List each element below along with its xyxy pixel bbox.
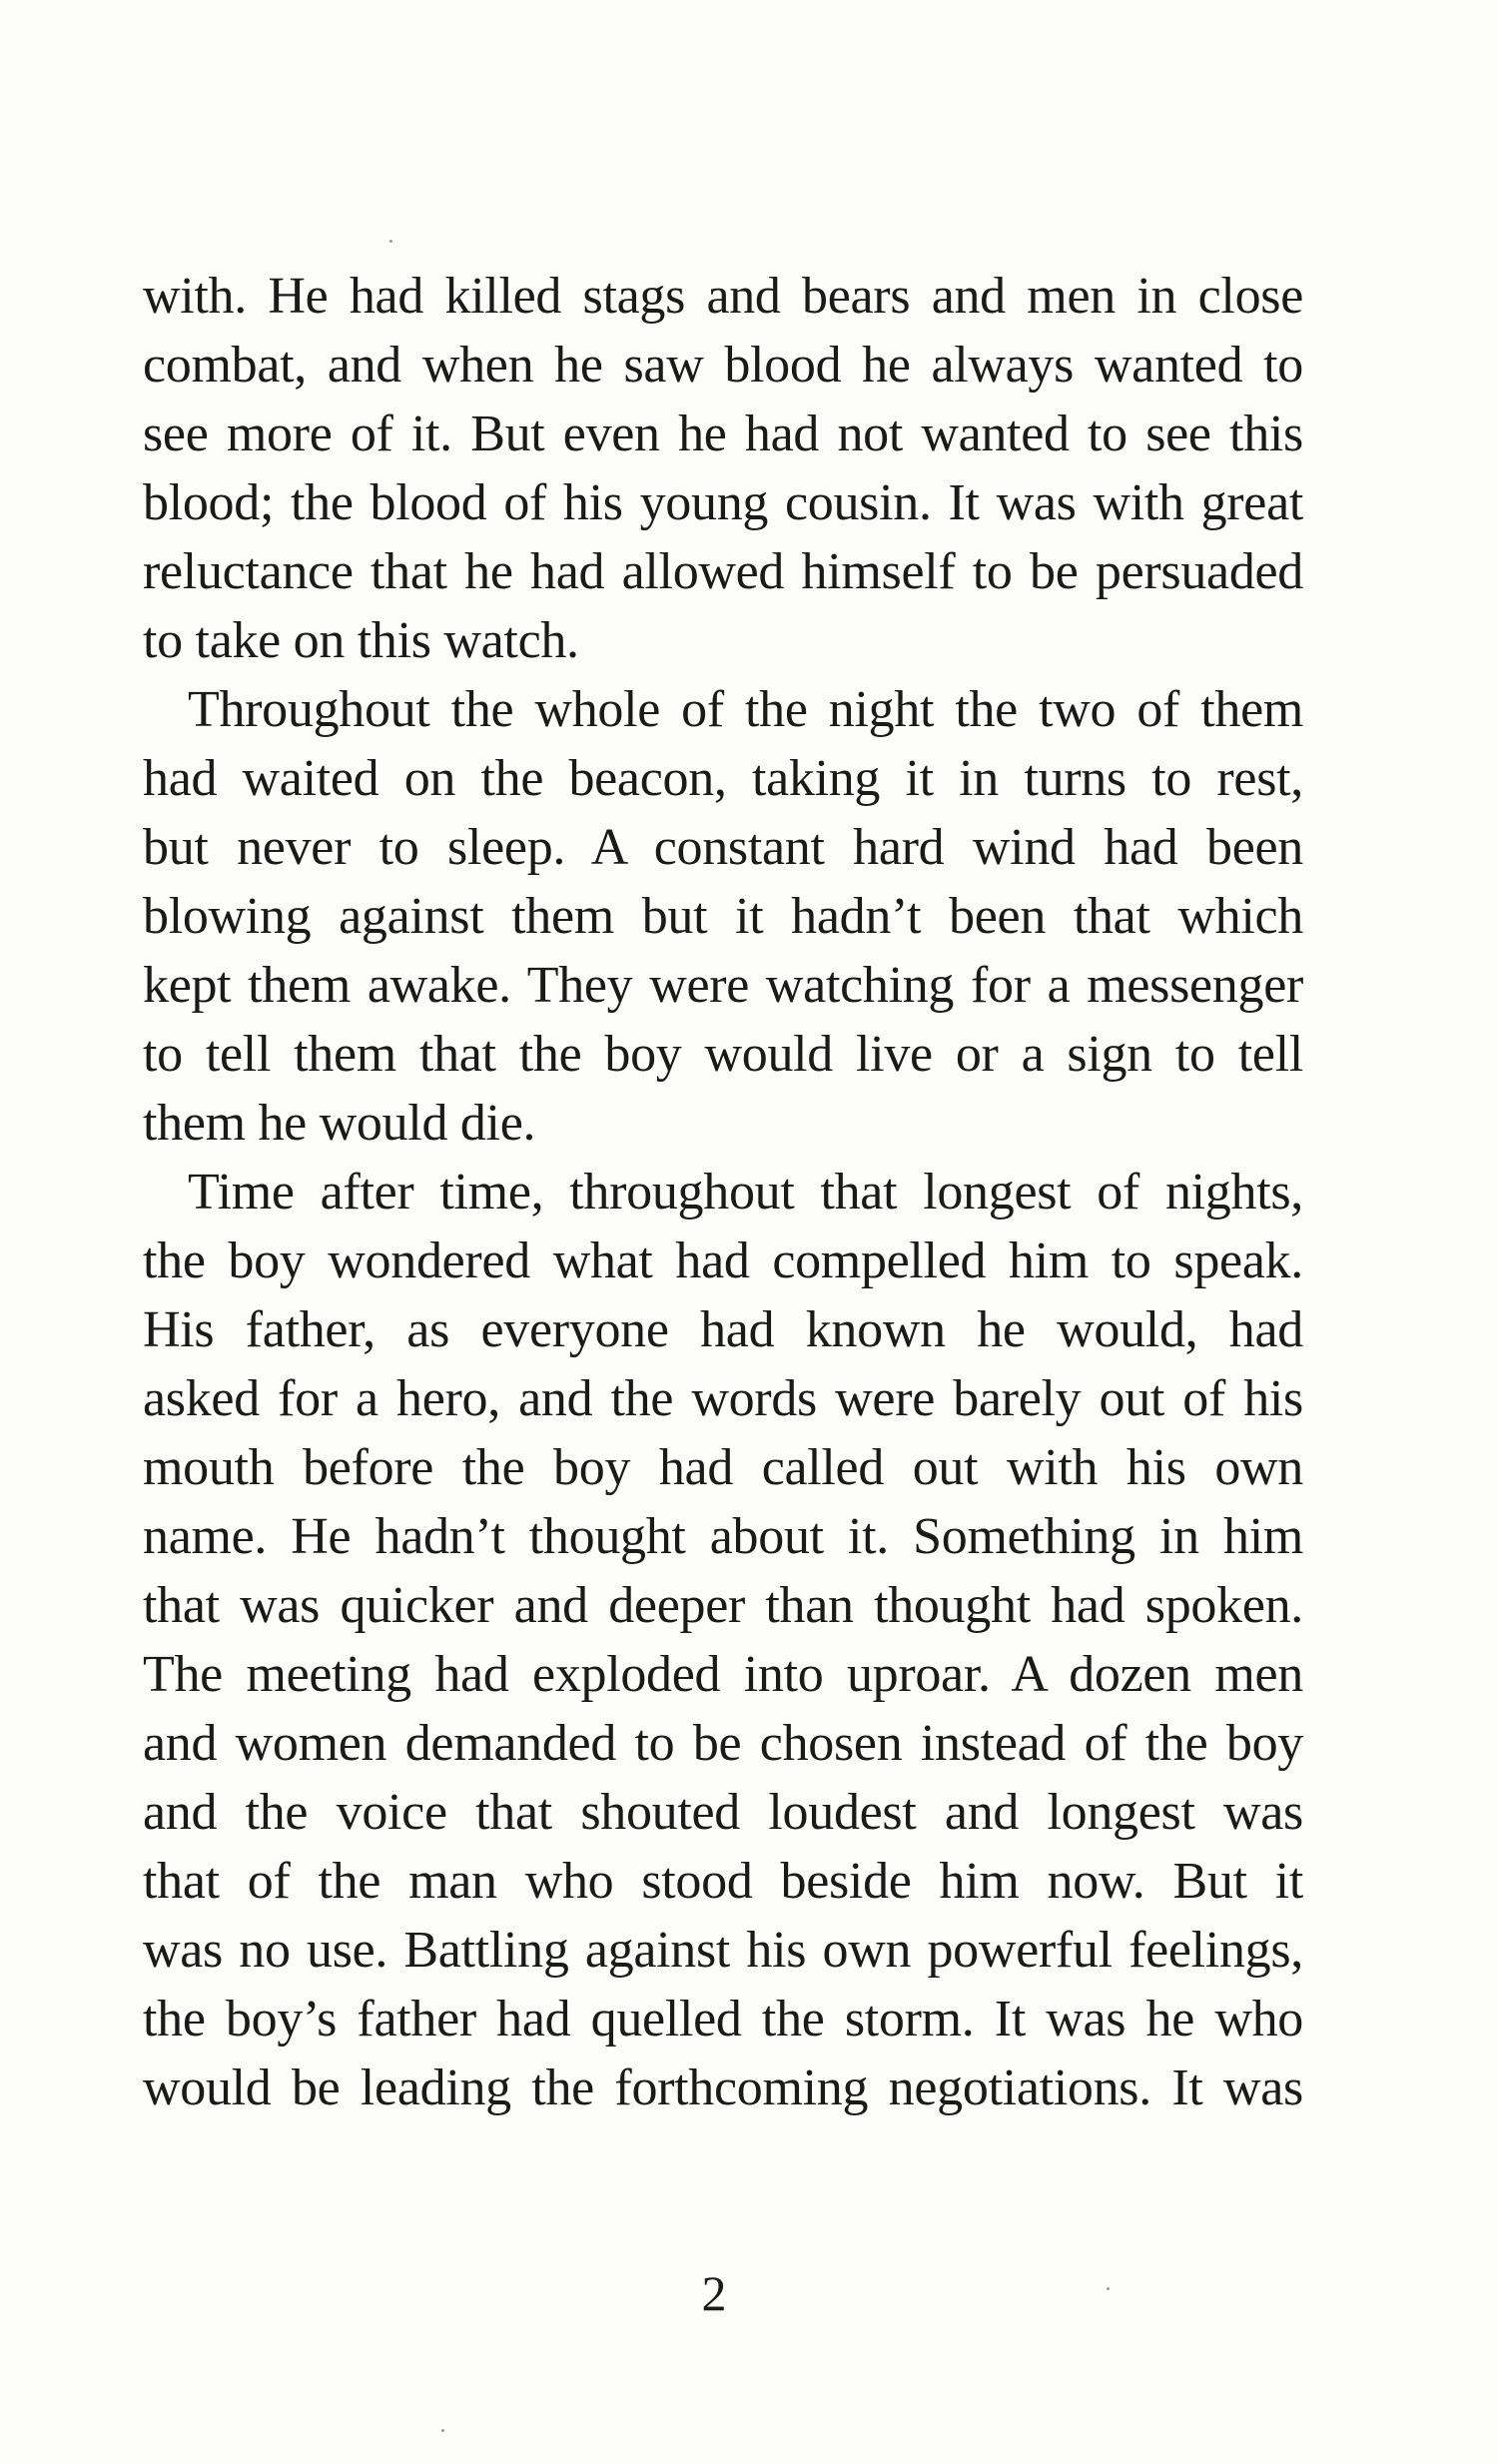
paper-speck — [1107, 2287, 1110, 2290]
paper-speck — [389, 240, 392, 243]
body-text — [143, 262, 1303, 2122]
text-line: reluctance that he had allowed himself to be persuaded — [143, 543, 1303, 600]
text-line: name. He hadn’t thought about it. Something in him — [143, 1508, 1303, 1565]
paragraph-start-line: Time after time, throughout that longest of nights, — [188, 1164, 1303, 1221]
text-line: was no use. Battling against his own powerful feelings, — [143, 1922, 1303, 1979]
text-line: and women demanded to be chosen instead of the boy — [143, 1715, 1303, 1772]
text-line: asked for a hero, and the words were barely out of his — [143, 1370, 1303, 1427]
text-line: combat, and when he saw blood he always wanted to — [143, 337, 1303, 394]
text-line: His father, as everyone had known he would, had — [143, 1301, 1303, 1358]
text-line: with. He had killed stags and bears and men in close — [143, 268, 1303, 325]
text-line: The meeting had exploded into uproar. A dozen men — [143, 1646, 1303, 1703]
paper-speck — [441, 2429, 444, 2432]
text-line: blood; the blood of his young cousin. It was with great — [143, 474, 1303, 531]
text-line: see more of it. But even he had not wanted to see this — [143, 406, 1303, 462]
text-line: to take on this watch. — [143, 612, 579, 669]
paragraph-start-line: Throughout the whole of the night the two of them — [188, 681, 1303, 738]
text-line: the boy’s father had quelled the storm. It was he who — [143, 1991, 1303, 2048]
text-line: and the voice that shouted loudest and longest was — [143, 1784, 1303, 1841]
text-line: blowing against them but it hadn’t been that which — [143, 888, 1303, 945]
text-line: had waited on the beacon, taking it in turns to rest, — [143, 750, 1303, 807]
text-line: would be leading the forthcoming negotiations. It was — [143, 2059, 1303, 2116]
text-line: kept them awake. They were watching for a messenger — [143, 957, 1303, 1014]
text-line: them he would die. — [143, 1095, 536, 1152]
text-line: that was quicker and deeper than thought had spoken. — [143, 1577, 1303, 1634]
text-line: to tell them that the boy would live or a sign to tell — [143, 1026, 1303, 1083]
text-line: the boy wondered what had compelled him to speak. — [143, 1232, 1303, 1289]
page-number: 2 — [701, 2265, 727, 2321]
text-line: that of the man who stood beside him now. But it — [143, 1853, 1303, 1910]
text-line: mouth before the boy had called out with his own — [143, 1439, 1303, 1496]
text-line: but never to sleep. A constant hard wind had been — [143, 819, 1303, 876]
